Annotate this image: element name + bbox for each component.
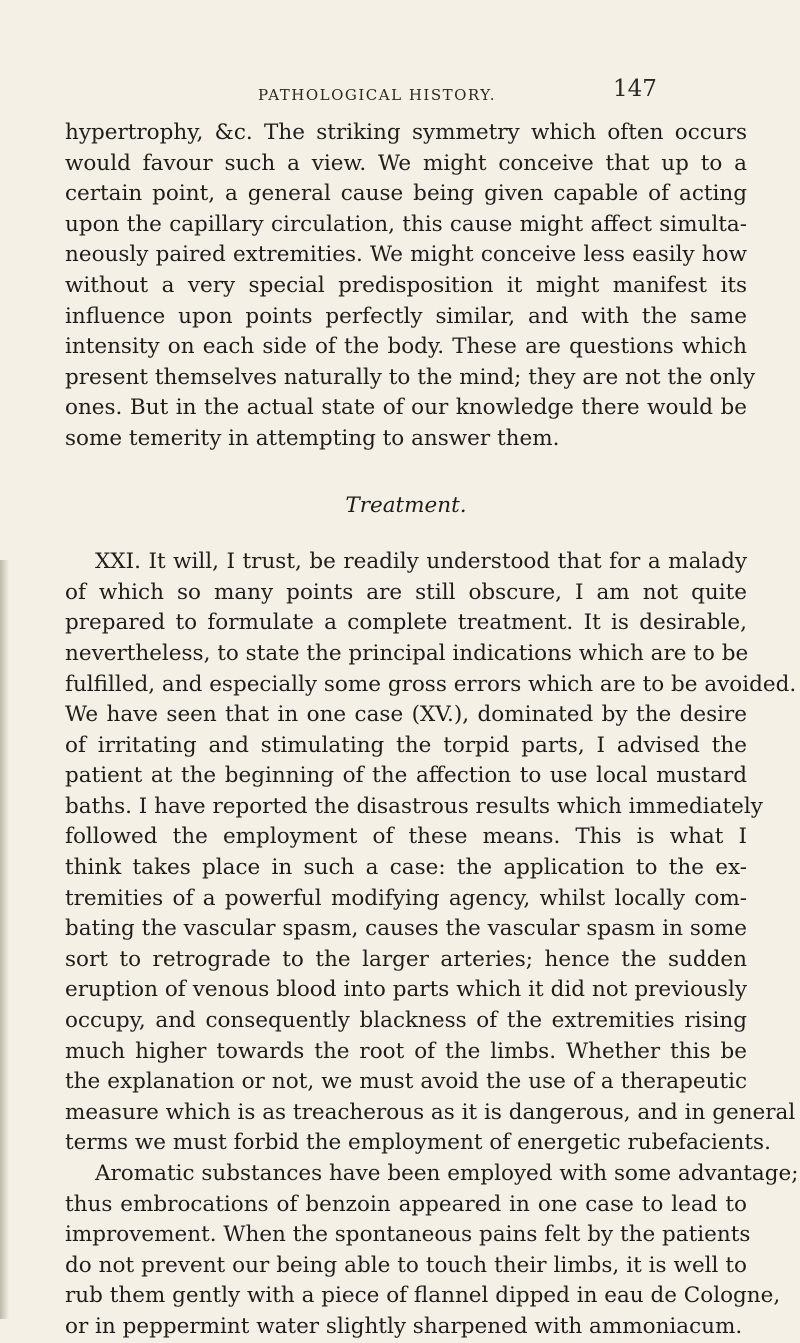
text-line: Aromatic substances have been employed with some advantage;: [95, 1161, 799, 1186]
text-line: occupy, and consequently blackness of the extremities rising: [65, 1008, 747, 1034]
text-line: of irritating and stimulating the torpid parts, I advised the: [65, 732, 747, 758]
text-line: followed the employment of these means. This is what I: [65, 824, 747, 850]
text-line: much higher towards the root of the limbs. Whether this be: [65, 1038, 747, 1064]
text-line: prepared to formulate a complete treatment. It is desirable,: [65, 610, 747, 636]
text-line: some temerity in attempting to answer them.: [65, 425, 560, 451]
text-line: sort to retrograde to the larger arteries; hence the sudden: [65, 946, 747, 972]
text-line: influence upon points perfectly similar, and with the same: [65, 303, 747, 329]
running-head: PATHOLOGICAL HISTORY.: [258, 86, 496, 104]
text-line: neously paired extremities. We might conceive less easily how: [65, 242, 747, 268]
text-line: without a very special predisposition it might manifest its: [65, 272, 747, 298]
text-line: patient at the beginning of the affection to use local mustard: [65, 763, 747, 789]
body-text: [65, 118, 799, 1343]
text-line: do not prevent our being able to touch their limbs, it is well to: [65, 1252, 747, 1278]
paragraph-3: [65, 1159, 799, 1343]
text-line: upon the capillary circulation, this cause might affect simulta-: [65, 211, 747, 237]
text-line: terms we must forbid the employment of energetic rubefacients.: [65, 1130, 771, 1156]
text-line: XXI. It will, I trust, be readily understood that for a malady: [95, 549, 747, 575]
section-heading: Treatment.: [345, 492, 467, 518]
text-line: bating the vascular spasm, causes the vascular spasm in some: [65, 916, 747, 942]
page-gutter-shadow: [0, 560, 9, 1319]
text-line: fulfilled, and especially some gross errors which are to be avoided.: [65, 671, 797, 697]
paragraph-1: [65, 118, 756, 455]
text-line: eruption of venous blood into parts which it did not previously: [65, 977, 747, 1003]
text-line: tremities of a powerful modifying agency, whilst locally com-: [65, 885, 747, 911]
text-line: We have seen that in one case (XV.), dominated by the desire: [65, 702, 747, 728]
text-line: think takes place in such a case: the application to the ex-: [65, 855, 747, 881]
paragraph-2: [65, 547, 797, 1159]
page-number: 147: [613, 76, 657, 102]
text-line: measure which is as treacherous as it is dangerous, and in general: [65, 1099, 796, 1125]
text-line: would favour such a view. We might conceive that up to a: [65, 150, 747, 176]
text-line: hypertrophy, &c. The striking symmetry which often occurs: [65, 120, 747, 145]
text-line: baths. I have reported the disastrous results which immediately: [65, 793, 763, 819]
text-line: present themselves naturally to the mind; they are not the only: [65, 364, 756, 390]
text-line: improvement. When the spontaneous pains felt by the patients: [65, 1222, 751, 1248]
text-line: the explanation or not, we must avoid the use of a therapeutic: [65, 1069, 747, 1095]
text-line: certain point, a general cause being given capable of acting: [65, 181, 747, 207]
text-line: intensity on each side of the body. These are questions which: [65, 334, 747, 360]
text-line: of which so many points are still obscure, I am not quite: [65, 579, 747, 605]
text-line: or in peppermint water slightly sharpened with ammoniacum.: [65, 1313, 743, 1339]
text-line: ones. But in the actual state of our knowledge there would be: [65, 395, 747, 421]
text-line: thus embrocations of benzoin appeared in one case to lead to: [65, 1191, 747, 1217]
text-line: rub them gently with a piece of flannel dipped in eau de Cologne,: [65, 1283, 781, 1309]
text-line: nevertheless, to state the principal indications which are to be: [65, 640, 749, 666]
